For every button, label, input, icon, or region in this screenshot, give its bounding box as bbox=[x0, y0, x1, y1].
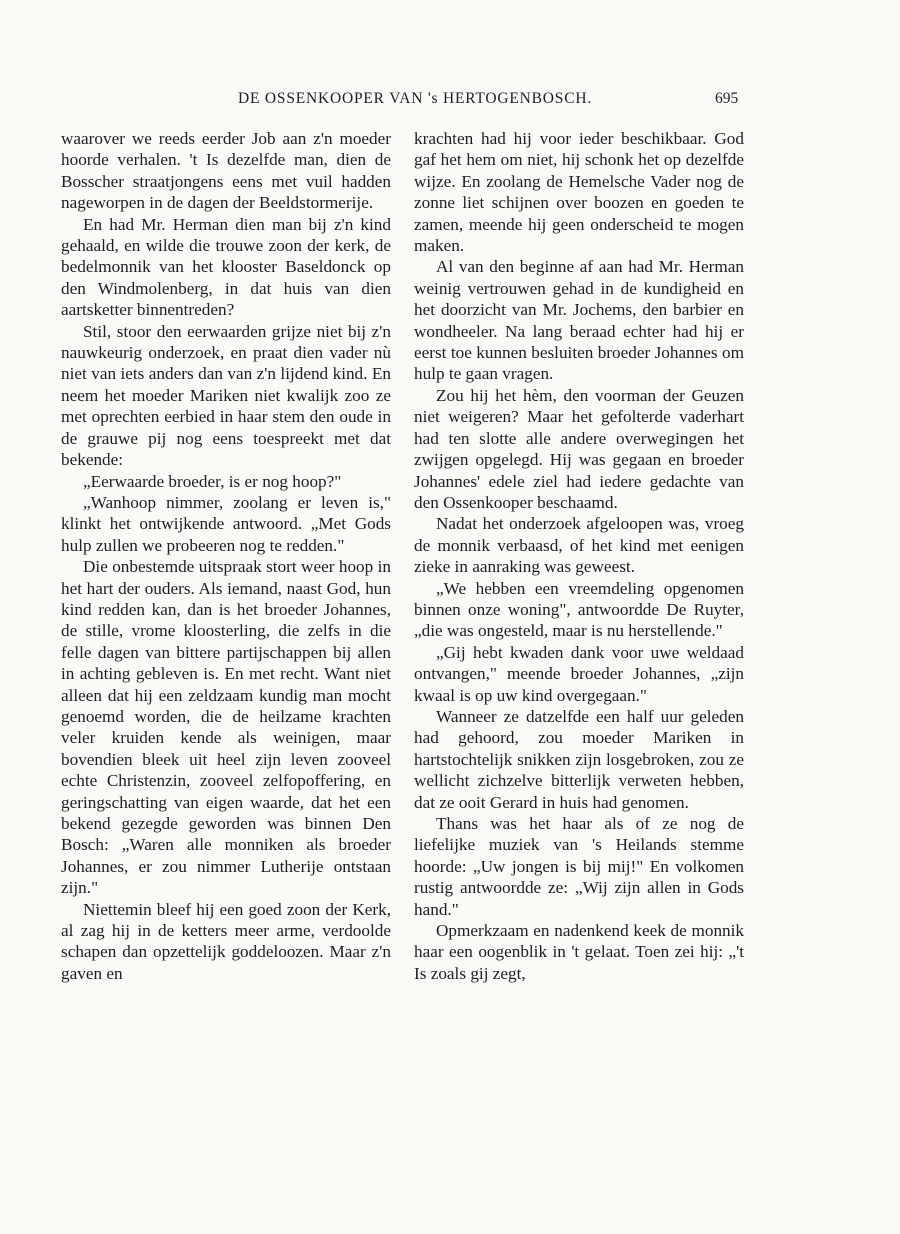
running-head: DE OSSENKOOPER VAN 's HERTOGENBOSCH. bbox=[237, 90, 593, 107]
paragraph: Al van den beginne af aan had Mr. Herman weinig vertrouwen gehad in de kundigheid en het doorzicht van Mr. Jochems, den barbier en wondheeler. Na lang beraad echter had hij er eerst toe kunnen besluiten broeder Johannes om hulp te gaan vragen. bbox=[414, 257, 744, 384]
paragraph: Stil, stoor den eerwaarden grijze niet bij z'n nauwkeurig onderzoek, en praat dien vader nù niet van iets anders dan van z'n lijdend kind. En neem het moeder Mariken niet kwalijk zoo ze met oprechten eerbied in haar stem den oude in de grauwe pij nog eens toespreekt met dat bekende: bbox=[61, 321, 391, 470]
paragraph: En had Mr. Herman dien man bij z'n kind gehaald, en wilde die trouwe zoon der kerk, de bedelmonnik van het klooster Baseldonck op den Windmolenberg, in dat huis van dien aartsketter binnentreden? bbox=[61, 214, 391, 320]
paragraph: Zou hij het hèm, den voorman der Geuzen niet weigeren? Maar het gefolterde vaderhart had ten slotte alle andere overwegingen het zwijgen opgelegd. Hij was gegaan en broeder Johannes' edele ziel had iedere gedachte van den Ossenkooper beschaamd. bbox=[414, 385, 744, 512]
paragraph: „Gij hebt kwaden dank voor uwe weldaad ontvangen," meende broeder Johannes, „zijn kwaal is op uw kind overgegaan." bbox=[414, 642, 744, 705]
page-number: 695 bbox=[715, 90, 739, 107]
paragraph: Nadat het onderzoek afgeloopen was, vroeg de monnik verbaasd, of het kind met eenigen zieke in aanraking was geweest. bbox=[414, 514, 744, 577]
paragraph: „Eerwaarde broeder, is er nog hoop?" bbox=[83, 471, 342, 491]
paragraph: waarover we reeds eerder Job aan z'n moeder hoorde verhalen. 't Is dezelfde man, dien de Bosscher straatjongens eens met vuil hadden nageworpen in de dagen der Beeldstormerije. bbox=[61, 129, 391, 213]
paragraph: „We hebben een vreemdeling opgenomen binnen onze woning", antwoordde De Ruyter, „die was ongesteld, maar is nu herstellende." bbox=[414, 578, 744, 641]
paragraph: „Wanhoop nimmer, zoolang er leven is," klinkt het ontwijkende antwoord. „Met Gods hulp zullen we probeeren nog te redden." bbox=[61, 492, 391, 555]
right-column bbox=[414, 128, 744, 984]
paragraph: Thans was het haar als of ze nog de liefelijke muziek van 's Heilands stemme hoorde: „Uw jongen is bij mij!" En volkomen rustig antwoordde ze: „Wij zijn allen in Gods hand." bbox=[414, 814, 744, 919]
paragraph: Die onbestemde uitspraak stort weer hoop in het hart der ouders. Als iemand, naast God, hun kind redden kan, dan is het broeder Johannes, de stille, vrome kloosterling, die zelfs in die felle dagen van bittere partijschappen bij allen in achting gebleven is. En met recht. Want niet alleen dat hij een zeldzaam kundig man mocht genoemd worden, die de heilzame krachten veler kruiden kende als weinigen, maar bovendien bleek uit heel zijn leven zooveel echte Christenzin, zooveel zelfopoffering, en geringschatting van eigen waarde, dat het een bekend gezegde geworden was binnen Den Bosch: „Waren alle monniken als broeder Johannes, er zou nimmer Lutherije ontstaan zijn." bbox=[61, 557, 391, 898]
paragraph: Wanneer ze datzelfde een half uur geleden had gehoord, zou moeder Mariken in hartstochtelijk snikken zijn losgebroken, zou ze wellicht zichzelve bitterlijk verweten hebben, dat ze ooit Gerard in huis had genomen. bbox=[414, 706, 744, 812]
paragraph: Opmerkzaam en nadenkend keek de monnik haar een oogenblik in 't gelaat. Toen zei hij: „'t Is zoals gij zegt, bbox=[414, 921, 744, 983]
paragraph: Niettemin bleef hij een goed zoon der Kerk, al zag hij in de ketters meer arme, verdoolde schapen dan opzettelijk goddeloozen. Maar z'n gaven en bbox=[61, 899, 391, 983]
left-column bbox=[61, 128, 391, 984]
paragraph: krachten had hij voor ieder beschikbaar. God gaf het hem om niet, hij schonk het op dezelfde wijze. En zoolang de Hemelsche Vader nog de zonne liet schijnen over boozen en goeden te zamen, meende hij geen onderscheid te mogen maken. bbox=[414, 129, 744, 256]
